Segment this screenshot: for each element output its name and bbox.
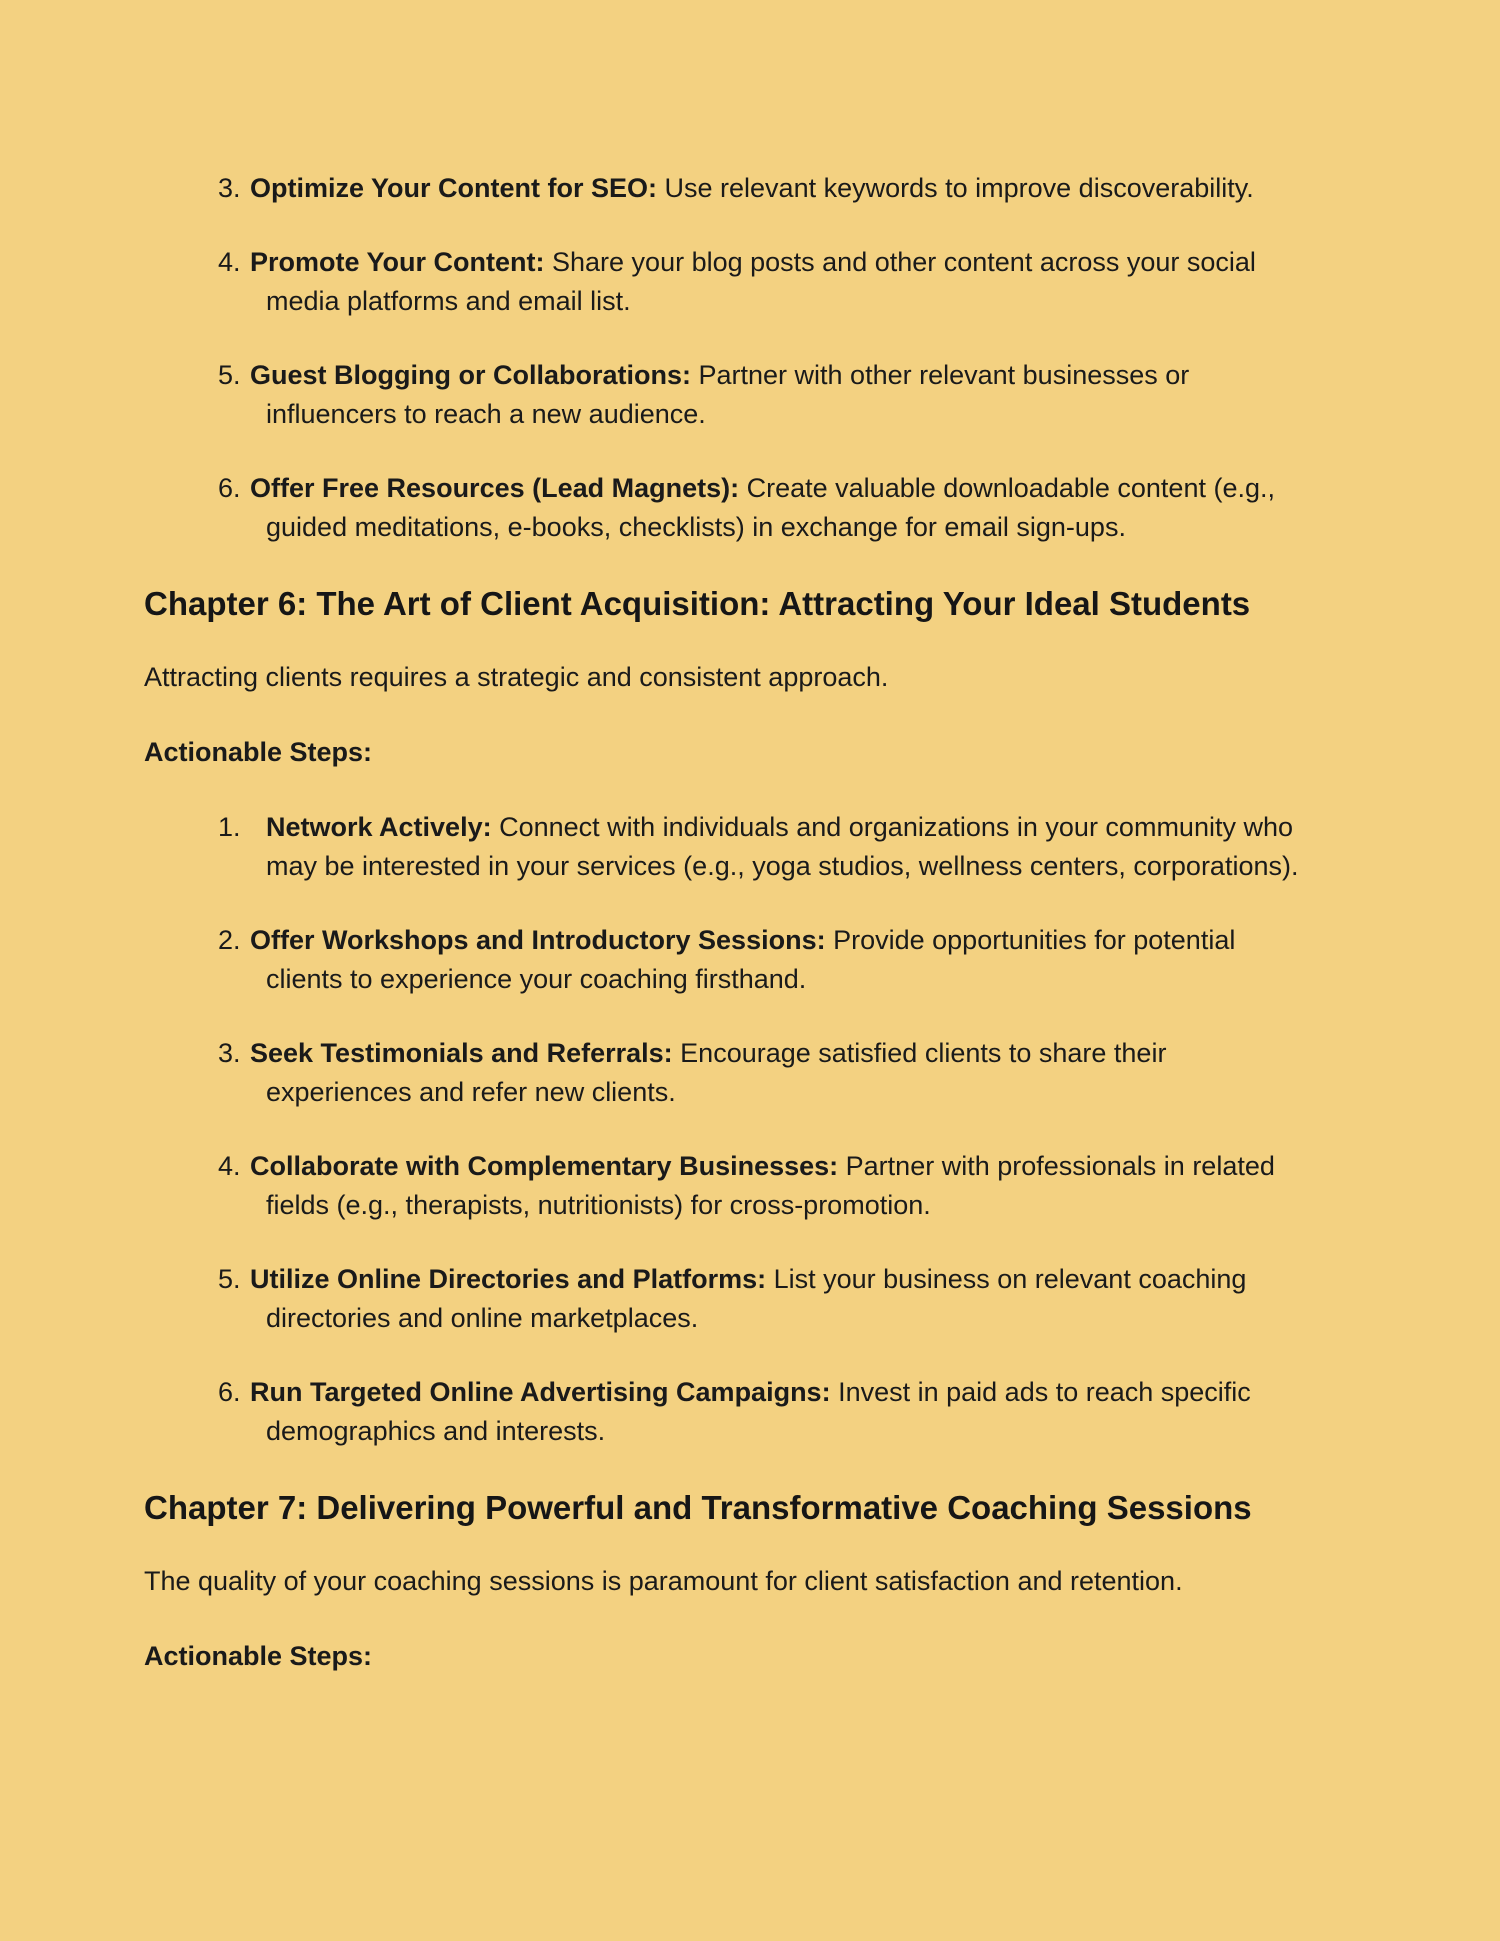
list-item-text bbox=[266, 808, 1300, 886]
list-item-body: Share your blog posts and other content across your social media platforms and email list. bbox=[266, 247, 1256, 316]
marketing-steps-list bbox=[218, 169, 1300, 547]
list-item-number: 1. bbox=[218, 812, 241, 842]
list-item-label: Run Targeted Online Advertising Campaigns: bbox=[250, 1377, 831, 1407]
list-item-body: Provide opportunities for potential clients to experience your coaching firsthand. bbox=[266, 925, 1236, 994]
chapter-6-intro: Attracting clients requires a strategic and consistent approach. bbox=[144, 662, 889, 692]
list-item-label: Optimize Your Content for SEO: bbox=[250, 173, 658, 203]
list-item-label: Collaborate with Complementary Businesses: bbox=[250, 1151, 839, 1181]
list-item-number: 6. bbox=[218, 1377, 241, 1407]
list-item-body: List your business on relevant coaching directories and online marketplaces. bbox=[266, 1264, 1247, 1333]
list-item-label: Offer Workshops and Introductory Sessions: bbox=[250, 925, 826, 955]
client-acquisition-steps-list bbox=[218, 808, 1300, 1451]
list-item bbox=[218, 808, 1300, 886]
list-item-text bbox=[250, 1373, 1300, 1451]
list-item-number: 3. bbox=[218, 173, 241, 203]
list-item bbox=[218, 1373, 1300, 1451]
list-item-body: Use relevant keywords to improve discoverability. bbox=[657, 173, 1254, 203]
list-item-label: Offer Free Resources (Lead Magnets): bbox=[250, 473, 740, 503]
list-item-number: 4. bbox=[218, 1151, 241, 1181]
list-item bbox=[218, 921, 1300, 999]
list-item-text bbox=[250, 1260, 1300, 1338]
list-item-text bbox=[250, 243, 1300, 321]
list-item-body: Create valuable downloadable content (e.g., guided meditations, e-books, checklists) in exchange for email sign-ups. bbox=[266, 473, 1275, 542]
list-item-text bbox=[250, 469, 1300, 547]
list-item-body: Partner with other relevant businesses or influencers to reach a new audience. bbox=[266, 360, 1190, 429]
list-item-number: 6. bbox=[218, 473, 241, 503]
list-item-body: Partner with professionals in related fields (e.g., therapists, nutritionists) for cross-promotion. bbox=[266, 1151, 1275, 1220]
list-item-number: 4. bbox=[218, 247, 241, 277]
list-item-label: Promote Your Content: bbox=[250, 247, 545, 277]
list-item-body: Invest in paid ads to reach specific demographics and interests. bbox=[266, 1377, 1251, 1446]
chapter-6-steps-label: Actionable Steps: bbox=[144, 737, 373, 767]
list-item-label: Network Actively: bbox=[266, 812, 492, 842]
list-item-body: Encourage satisfied clients to share their experiences and refer new clients. bbox=[266, 1038, 1167, 1107]
list-item-number: 2. bbox=[218, 925, 241, 955]
list-item-text bbox=[250, 921, 1300, 999]
chapter-7-heading: Chapter 7: Delivering Powerful and Transformative Coaching Sessions bbox=[144, 1489, 1252, 1526]
list-item-body: Connect with individuals and organizations in your community who may be interested in your services (e.g., yoga studios, wellness centers, corporations). bbox=[266, 812, 1299, 881]
list-item-number: 5. bbox=[218, 360, 241, 390]
list-item-text bbox=[250, 169, 1300, 208]
chapter-6-heading: Chapter 6: The Art of Client Acquisition: Attracting Your Ideal Students bbox=[144, 585, 1251, 622]
list-item bbox=[218, 169, 1300, 208]
list-item bbox=[218, 1260, 1300, 1338]
list-item-number: 5. bbox=[218, 1264, 241, 1294]
list-item-number: 3. bbox=[218, 1038, 241, 1068]
list-item bbox=[218, 243, 1300, 321]
list-item-label: Guest Blogging or Collaborations: bbox=[250, 360, 691, 390]
list-item bbox=[218, 356, 1300, 434]
list-item bbox=[218, 1147, 1300, 1225]
list-item bbox=[218, 1034, 1300, 1112]
list-item-text bbox=[250, 1034, 1300, 1112]
list-item bbox=[218, 469, 1300, 547]
chapter-7-intro: The quality of your coaching sessions is paramount for client satisfaction and retention. bbox=[144, 1566, 1183, 1596]
chapter-7-steps-label: Actionable Steps: bbox=[144, 1641, 373, 1671]
list-item-label: Seek Testimonials and Referrals: bbox=[250, 1038, 673, 1068]
list-item-text bbox=[250, 356, 1300, 434]
list-item-text bbox=[250, 1147, 1300, 1225]
list-item-label: Utilize Online Directories and Platforms: bbox=[250, 1264, 767, 1294]
